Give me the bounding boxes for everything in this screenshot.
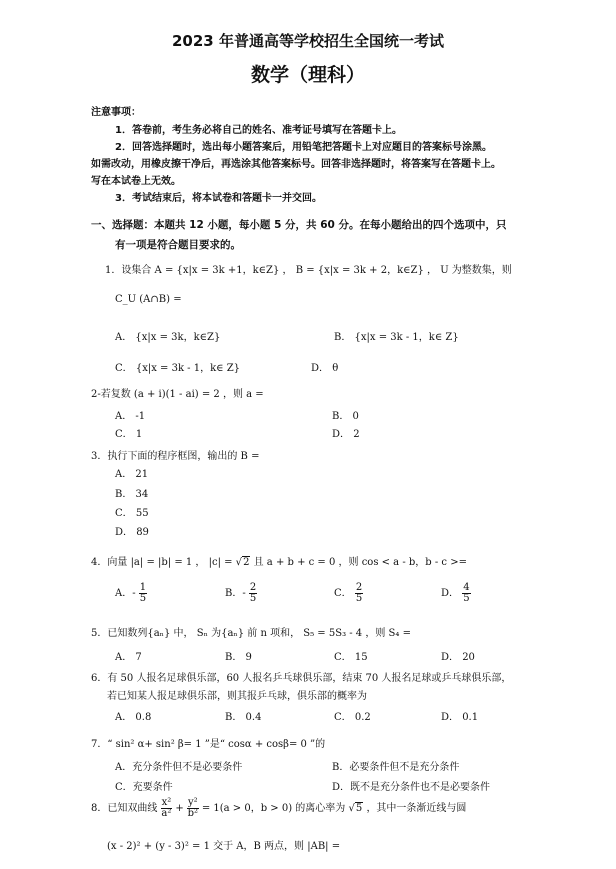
q6-stem-line2: 若已知某人报足球俱乐部，则其报乒乓球，俱乐部的概率为 [107,691,367,702]
notice-item-1: 1．答卷前，考生务必将自己的姓名、准考证号填写在答题卡上。 [115,125,402,136]
q4-stem-prefix: 4．向量 [91,557,128,568]
q6-option-b: B． 0.4 [225,712,262,723]
q5-option-b: B． 9 [225,652,252,663]
q1-option-d: D． θ [311,363,339,374]
q3-option-a: A． 21 [115,469,149,480]
q4-option-c-num: 2 [355,582,363,593]
q1-expression: C_U (A∩B) = [115,294,182,305]
q4-stem-norms: |a| = |b| = 1 ， |c| = [130,557,233,568]
q3-option-b: B． 34 [115,489,149,500]
q2-option-c: C． 1 [115,429,143,440]
q8-stem-middle: = 1(a > 0，b > 0) 的离心率为 [201,803,346,814]
q5-option-d: D． 20 [441,652,475,663]
q4-option-b-den: 5 [249,593,257,604]
q6-stem-line1: 6．有 50 人报名足球俱乐部，60 人报名乒乓球俱乐部，结束 70 人报名足球或乒乓球俱乐部， [91,673,512,684]
q5-stem: 5．已知数列{aₙ} 中， Sₙ 为{aₙ} 前 n 项和， S₅ = 5S₃ - 4 ，则 S₄ = [91,628,411,639]
q4-option-a-label: A．- [115,588,136,599]
notice-item-2b: 如需改动，用橡皮擦干净后，再选涂其他答案标号。回答非选择题时，将答案写在答题卡上。 [91,159,501,170]
q8-fraction-y-num: y² [187,797,198,808]
q4-option-c-fraction [355,583,363,604]
q1-option-c: C． {x|x = 3k - 1，k∈ Z} [115,363,241,374]
q8-stem: 8．已知双曲线 $\frac{\text{x²}}{\text{a²}}$ + $\frac{\text{y²}}{\text{b²}}$ = 1(a > 0，b > 0) 的离心率为 √5 ，其中一条渐近线与圆 [91,797,467,819]
q7-option-d: D．既不是充分条件也不是必要条件 [332,782,491,793]
q4-option-d-num: 4 [463,582,470,593]
q4-stem: 4．向量 |a| = |b| = 1 ， |c| = √2 且 a + b + c = 0 ，则 cos < a - b，b - c >= [91,557,467,568]
q2-option-d: D． 2 [332,429,360,440]
q7-stem: 7．“ sin² α+ sin² β= 1 ”是“ cosα + cosβ= 0 ”的 [91,739,326,750]
q4-option-d [441,583,471,604]
q4-option-b-num: 2 [249,582,257,593]
q4-option-c-den: 5 [355,593,363,604]
section-heading-line2: 有一项是符合题目要求的。 [115,239,241,251]
exam-title: 2023 年普通高等学校招生全国统一考试 [172,32,444,50]
q4-option-a-num: 1 [139,582,147,593]
q8-fraction-x-num: x² [161,797,172,808]
q4-option-a-den: 5 [139,593,147,604]
q3-stem: 3．执行下面的程序框图，输出的 B = [91,451,260,462]
q2-option-b: B． 0 [332,411,359,422]
q6-option-a: A． 0.8 [115,712,152,723]
notice-item-3: 3．考试结束后，将本试卷和答题卡一并交回。 [115,193,322,204]
q4-option-a [115,583,147,604]
q4-option-b [225,583,257,604]
q4-option-b-fraction [249,583,257,604]
q8-fraction-y [187,798,199,819]
q1-stem: 1．设集合 A = {x|x = 3k +1，k∈Z} ， B = {x|x = 3k + 2，k∈Z} ， U 为整数集，则 [105,265,512,276]
q7-option-b: B．必要条件但不是充分条件 [332,762,460,773]
q5-option-c: C． 15 [334,652,368,663]
q4-option-d-label: D． [441,588,460,599]
notice-item-2a: 2．回答选择题时，选出每小题答案后，用铅笔把答题卡上对应题目的答案标号涂黑。 [115,142,492,153]
q4-option-c [334,583,363,604]
q4-option-c-label: C． [334,588,352,599]
q3-option-d: D． 89 [115,527,149,538]
q6-option-c: C． 0.2 [334,712,371,723]
q4-option-d-fraction [462,583,470,604]
q4-option-b-label: B．- [225,588,246,599]
q4-option-a-fraction [139,583,147,604]
q8-stem-prefix: 8．已知双曲线 [91,803,158,814]
q8-plus: + [175,803,184,814]
exam-subtitle: 数学（理科） [250,64,365,86]
q2-stem: 2-若复数 (a + i)(1 - ai) = 2 ，则 a = [91,389,264,400]
notice-item-2c: 写在本试卷上无效。 [91,176,181,187]
q2-option-a: A． -1 [115,411,146,422]
q8-fraction-x-den: a² [161,808,172,819]
q7-option-a: A．充分条件但不是必要条件 [115,762,243,773]
q8-fraction-y-den: b² [187,808,199,819]
q6-option-d: D． 0.1 [441,712,479,723]
q4-option-d-den: 5 [463,593,470,604]
q1-option-b: B． {x|x = 3k - 1，k∈ Z} [334,332,459,343]
q4-stem-sqrt: 2 [243,557,250,568]
q8-stem-suffix: ，其中一条渐近线与圆 [366,803,467,814]
q1-option-a: A． {x|x = 3k，k∈Z} [115,332,221,343]
notice-heading: 注意事项： [91,107,141,118]
section-heading-line1: 一、选择题：本题共 12 小题，每小题 5 分，共 60 分。在每小题给出的四个选项中，只 [91,219,507,231]
q5-option-a: A． 7 [115,652,142,663]
q8-stem-line2: (x - 2)² + (y - 3)² = 1 交于 A，B 两点，则 |AB| = [107,841,341,852]
q4-stem-suffix: 且 a + b + c = 0 ，则 cos < a - b，b - c >= [253,557,467,568]
q8-sqrt: 5 [355,803,363,814]
q3-option-c: C． 55 [115,508,149,519]
q7-option-c: C．充要条件 [115,782,173,793]
q8-fraction-x [161,798,173,819]
